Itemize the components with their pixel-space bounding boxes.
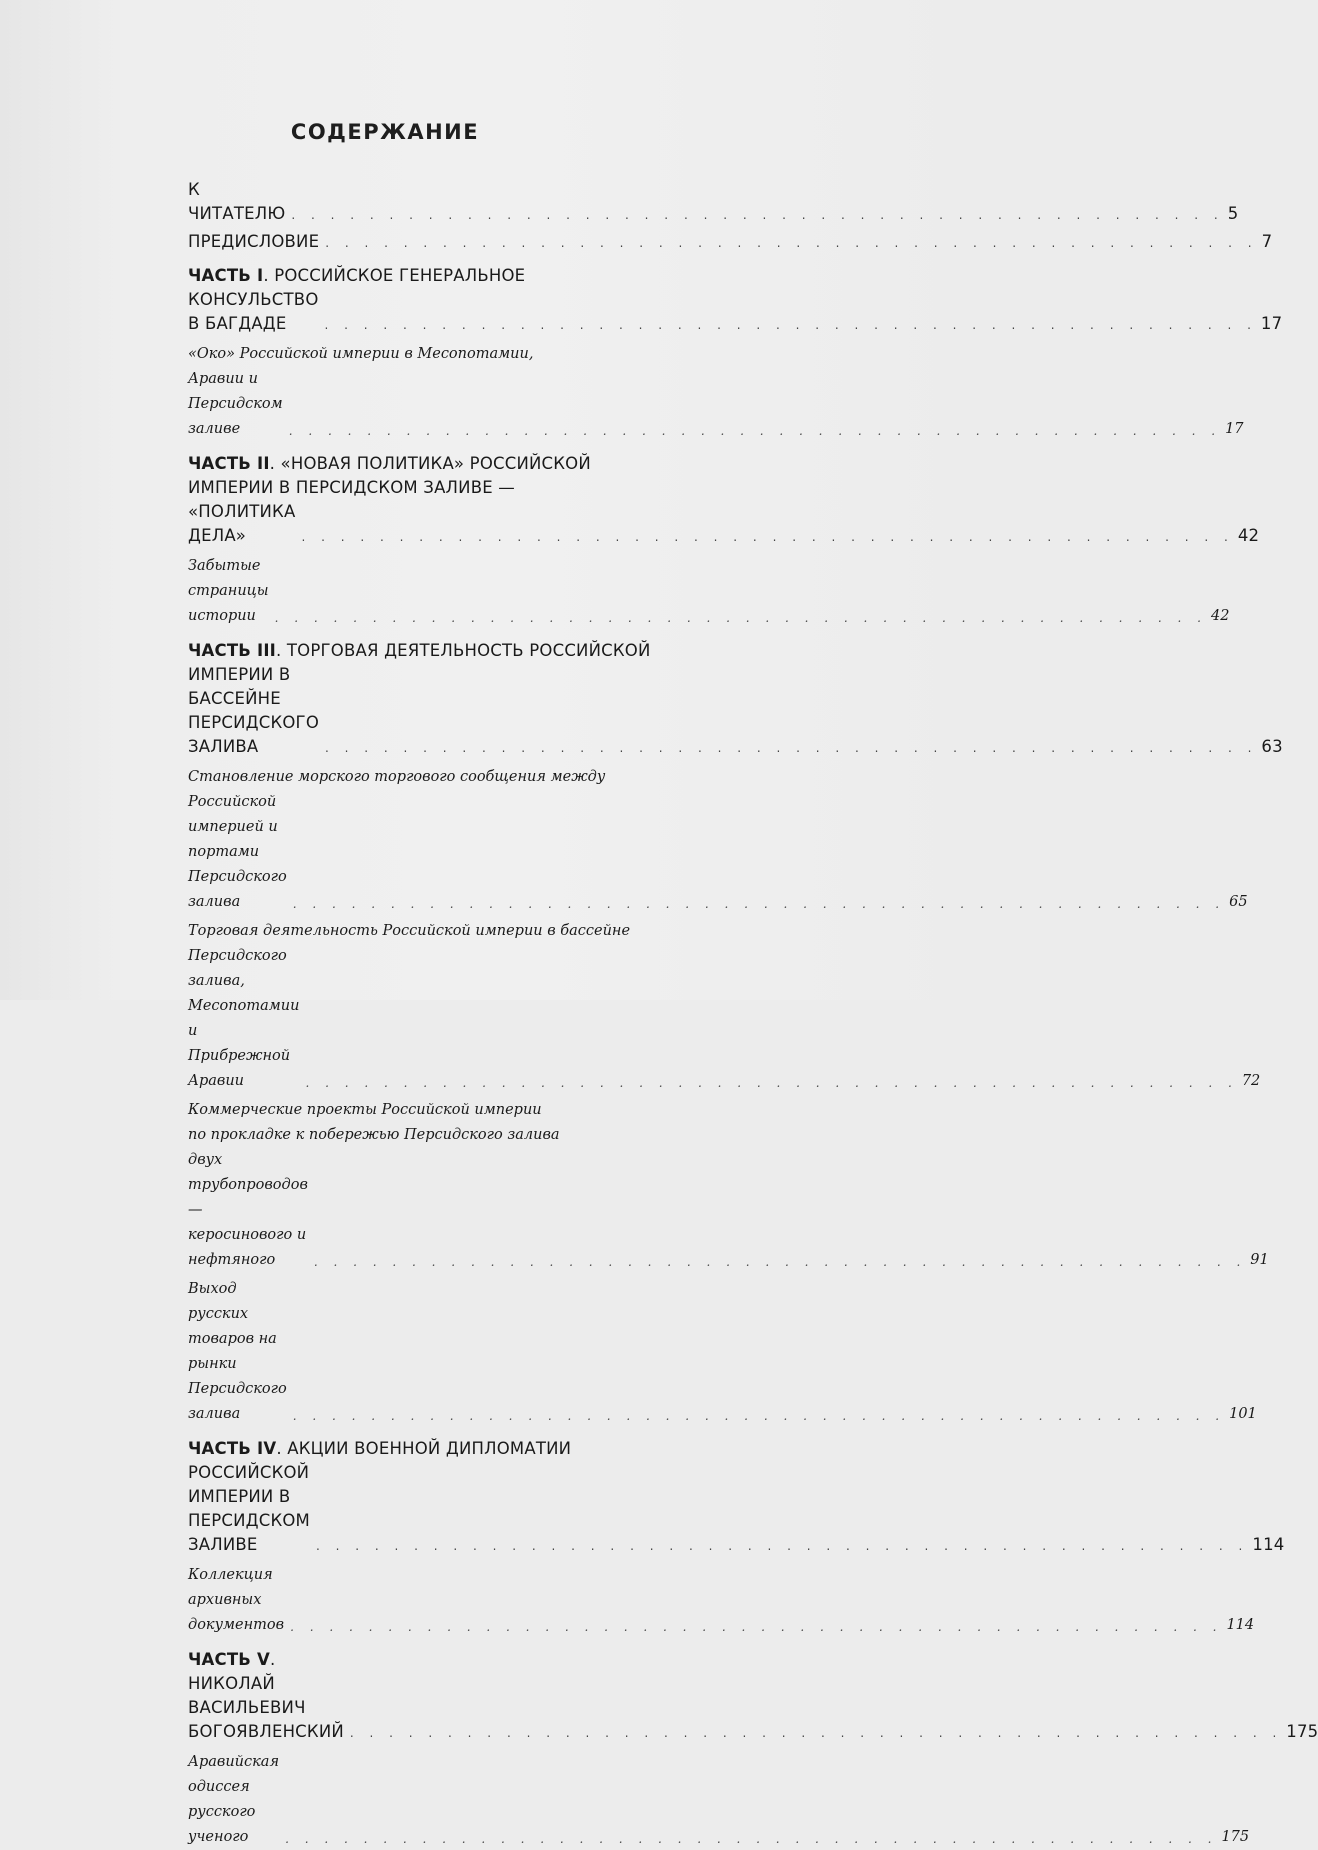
toc-entry-text: Забытые страницы истории [188,558,269,624]
toc-subentry-pipeline-projects [188,1098,1269,1273]
toc-entry-text: . НИКОЛАЙ ВАСИЛЬЕВИЧ БОГОЯВЛЕНСКИЙ [188,1650,344,1741]
toc-entry-text: . ТОРГОВАЯ ДЕЯТЕЛЬНОСТЬ РОССИЙСКОЙ [276,641,651,660]
toc-page-number: 175 [1221,1829,1250,1845]
toc-subentry-forgotten-pages [188,554,1230,629]
toc-subentry-russian-goods [188,1277,1257,1427]
toc-page-number: 17 [1260,314,1283,333]
toc-entry-text: ИМПЕРИИ В ПЕРСИДСКОМ ЗАЛИВЕ — [188,478,516,497]
toc-page-number: 17 [1225,421,1244,437]
toc-entry-text: . РОССИЙСКОЕ ГЕНЕРАЛЬНОЕ [263,266,526,285]
toc-subentry-eye-of-empire [188,342,1244,442]
toc-entry-preface [188,230,1273,254]
leader-dots: . . . . . . . . . . . . . . . . . . . . . . . . . . . . . . . . . . . . . . . . . . . . . . . . [288,424,1222,438]
leader-dots: . . . . . . . . . . . . . . . . . . . . . . . . . . . . . . . . . . . . . . . . . . . . . . . . [290,1620,1223,1634]
part-label: ЧАСТЬ V [188,1650,270,1669]
page-title: СОДЕРЖАНИЕ [290,120,480,144]
leader-dots: . . . . . . . . . . . . . . . . . . . . . . . . . . . . . . . . . . . . . . . . . . . . . . . . [325,741,1258,755]
toc-entry-text: «ПОЛИТИКА ДЕЛА» [188,502,296,545]
toc-entry-text: Коммерческие проекты Российской империи [188,1102,542,1118]
toc-page-number: 91 [1250,1252,1269,1268]
toc-subentry-trade-activity [188,919,1261,1094]
toc-page-number: 114 [1226,1617,1255,1633]
leader-dots: . . . . . . . . . . . . . . . . . . . . . . . . . . . . . . . . . . . . . . . . . . . . . . . . [285,1832,1218,1846]
part-label: ЧАСТЬ IV [188,1439,277,1458]
toc-subentry-arabian-odyssey [188,1750,1250,1850]
toc-subentry-archive-collection [188,1563,1255,1638]
toc-entry-text: Аравийская одиссея русского ученого [188,1754,280,1845]
toc-entry-text: Коллекция архивных документов [188,1567,285,1633]
toc-entry-text: «Око» Российской империи в Месопотамии, [188,346,534,362]
toc-entry-part-3 [188,639,1283,759]
leader-dots: . . . . . . . . . . . . . . . . . . . . . . . . . . . . . . . . . . . . . . . . . . . . . . . . [274,611,1207,625]
toc-page-number: 63 [1261,737,1283,756]
toc-entry-part-2 [188,452,1260,548]
toc-entry-part-1 [188,264,1283,336]
toc-entry-text: Выход русских товаров на рынки Персидского залива [188,1281,287,1422]
leader-dots: . . . . . . . . . . . . . . . . . . . . . . . . . . . . . . . . . . . . . . . . . . . . . . . . [325,236,1258,250]
leader-dots: . . . . . . . . . . . . . . . . . . . . . . . . . . . . . . . . . . . . . . . . . . . . . . . . [324,318,1257,332]
leader-dots: . . . . . . . . . . . . . . . . . . . . . . . . . . . . . . . . . . . . . . . . . . . . . . . . [291,208,1224,222]
toc-entry-text: РОССИЙСКОЙ ИМПЕРИИ В ПЕРСИДСКОМ ЗАЛИВЕ [188,1463,310,1554]
toc-page-number: 114 [1252,1535,1285,1554]
toc-page-number: 175 [1286,1722,1318,1741]
toc-entry-text: по прокладке к побережью Персидского залива [188,1127,560,1143]
toc-page-number: 7 [1261,232,1273,251]
toc-page-number: 72 [1241,1073,1261,1089]
toc-entry-part-4 [188,1437,1285,1557]
toc-entry-text: Российской империей и портами Персидского залива [188,794,287,910]
part-label: ЧАСТЬ II [188,454,270,473]
toc-entry-text: К ЧИТАТЕЛЮ [188,180,286,223]
leader-dots: . . . . . . . . . . . . . . . . . . . . . . . . . . . . . . . . . . . . . . . . . . . . . . . . [292,897,1226,911]
toc-entry-text: . АКЦИИ ВОЕННОЙ ДИПЛОМАТИИ [276,1439,572,1458]
leader-dots: . . . . . . . . . . . . . . . . . . . . . . . . . . . . . . . . . . . . . . . . . . . . . . . . [349,1726,1283,1740]
toc-entry-to-reader [188,178,1239,226]
toc-entry-part-5 [188,1648,1318,1744]
leader-dots: . . . . . . . . . . . . . . . . . . . . . . . . . . . . . . . . . . . . . . . . . . . . . . . . [313,1255,1247,1269]
toc-entry-text: двух трубопроводов — керосинового и нефтяного [188,1152,308,1268]
toc-page-number: 101 [1229,1406,1257,1422]
toc-entry-text: ИМПЕРИИ В БАССЕЙНЕ ПЕРСИДСКОГО ЗАЛИВА [188,665,320,756]
part-label: ЧАСТЬ III [188,641,277,660]
toc-entry-text: Торговая деятельность Российской империи в бассейне [188,923,631,939]
leader-dots: . . . . . . . . . . . . . . . . . . . . . . . . . . . . . . . . . . . . . . . . . . . . . . . . [292,1409,1226,1423]
toc-page-number: 5 [1227,204,1239,223]
leader-dots: . . . . . . . . . . . . . . . . . . . . . . . . . . . . . . . . . . . . . . . . . . . . . . . . [316,1539,1249,1553]
toc-entry-text: Аравии и Персидском заливе [188,371,283,437]
part-label: ЧАСТЬ I [188,266,264,285]
toc-subentry-maritime-trade [188,765,1248,915]
toc-page-number: 42 [1237,526,1260,545]
toc-entry-text: Становление морского торгового сообщения между [188,769,606,785]
toc-entry-text: . «НОВАЯ ПОЛИТИКА» РОССИЙСКОЙ [269,454,591,473]
leader-dots: . . . . . . . . . . . . . . . . . . . . . . . . . . . . . . . . . . . . . . . . . . . . . . . . [305,1076,1238,1090]
toc-entry-text: ПРЕДИСЛОВИЕ [188,232,320,251]
table-of-contents [188,178,1318,1850]
toc-page-number: 65 [1229,894,1248,910]
toc-entry-text: КОНСУЛЬСТВО В БАГДАДЕ [188,290,319,333]
toc-entry-text: Персидского залива, Месопотамии и Прибрежной Аравии [188,948,300,1089]
toc-page-number: 42 [1210,608,1230,624]
leader-dots: . . . . . . . . . . . . . . . . . . . . . . . . . . . . . . . . . . . . . . . . . . . . . . . . [301,530,1234,544]
